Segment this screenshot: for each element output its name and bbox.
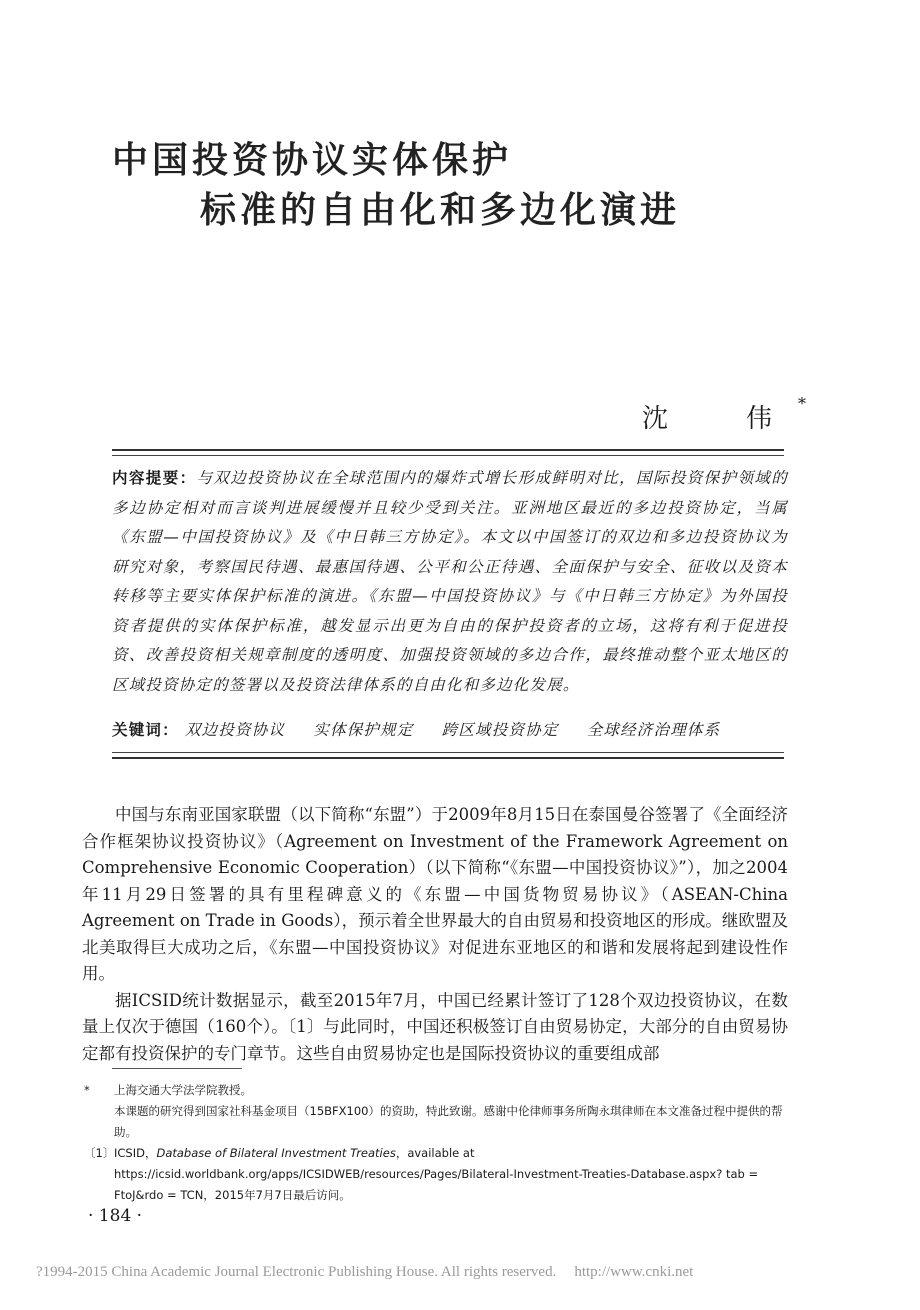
keyword-item: 实体保护规定: [313, 721, 414, 739]
watermark-copyright: ?1994-2015 China Academic Journal Electronic Publishing House. All rights reserved.: [36, 1264, 557, 1280]
abstract-label: 内容提要：: [112, 469, 197, 487]
footnote-author: [84, 1080, 796, 1143]
page-number: · 184 ·: [88, 1206, 143, 1226]
cnki-watermark: [36, 1264, 693, 1281]
keywords-label: 关键词：: [112, 721, 179, 739]
footnote-mark: *: [84, 1083, 90, 1097]
abstract-top-rule-thin: [112, 455, 784, 456]
footnote-1: [84, 1143, 796, 1206]
abstract-bottom-rule-thin: [112, 752, 784, 753]
author-footnote-mark: *: [798, 394, 807, 413]
abstract-bottom-rule: [112, 757, 784, 759]
keyword-item: 全球经济治理体系: [586, 721, 721, 739]
footnote-mark: 〔1〕: [84, 1146, 115, 1160]
watermark-url[interactable]: http://www.cnki.net: [574, 1264, 694, 1280]
abstract: [112, 464, 788, 700]
body-paragraph-2: 据ICSID统计数据显示，截至2015年7月，中国已经累计签订了128个双边投资协议，在数量上仅次于德国（160个）。〔1〕与此同时，中国还积极签订自由贸易协定，大部分的自由贸易协定都有投资保护的专门章节。这些自由贸易协定也是国际投资协议的重要组成部: [82, 990, 788, 1063]
footnote-author-affiliation: 上海交通大学法学院教授。: [114, 1083, 252, 1097]
keyword-item: 跨区域投资协定: [441, 721, 559, 739]
body-text: [82, 802, 788, 1067]
abstract-text: 与双边投资协议在全球范围内的爆炸式增长形成鲜明对比，国际投资保护领域的多边协定相对而言谈判进展缓慢并且较少受到关注。亚洲地区最近的多边投资协定，当属《东盟—中国投资协议》及《中日韩三方协定》。本文以中国签订的双边和多边投资协议为研究对象，考察国民待遇、最惠国待遇、公平和公正待遇、全面保护与安全、征收以及资本转移等主要实体保护标准的演进。《东盟—中国投资协议》与《中日韩三方协定》为外国投资者提供的实体保护标准，越发显示出更为自由的保护投资者的立场，这将有利于促进投资、改善投资相关规章制度的透明度、加强投资领域的多边合作，最终推动整个亚太地区的区域投资协定的签署以及投资法律体系的自由化和多边化发展。: [112, 469, 788, 694]
footnote-rule: [112, 1068, 242, 1069]
footnote-author-acknowledgement: 本课题的研究得到国家社科基金项目（15BFX100）的资助，特此致谢。感谢中伦律师事务所陶永琪律师在本文准备过程中提供的帮助。: [114, 1104, 783, 1139]
footnote-1-database-title: Database of Bilateral Investment Treaties: [156, 1146, 396, 1160]
footnote-1-link[interactable]: ，available at https://icsid.worldbank.org/apps/ICSIDWEB/resources/Pages/Bilateral-Investment-Treaties-Database.aspx? tab = FtoJ&rdo = TCN，2015年7月7日最后访问。: [114, 1146, 759, 1202]
body-paragraph-1: 中国与东南亚国家联盟（以下简称“东盟”）于2009年8月15日在泰国曼谷签署了《全面经济合作框架协议投资协议》（Agreement on Investment of the Framework Agreement on Comprehensive Economic Cooperation）（以下简称“《东盟—中国投资协议》”），加之2004年11月29日签署的具有里程碑意义的《东盟—中国货物贸易协议》（ASEAN-China Agreement on Trade in Goods），预示着全世界最大的自由贸易和投资地区的形成。继欧盟及北美取得巨大成功之后，《东盟—中国投资协议》对促进东亚地区的和谐和发展将起到建设性作用。: [82, 805, 788, 983]
footnote-1-source: ICSID，: [114, 1146, 157, 1160]
article-title-line-1: 中国投资协议实体保护: [112, 140, 513, 181]
abstract-top-rule: [112, 449, 784, 451]
author: [642, 394, 807, 435]
article-title-line-2: 标准的自由化和多边化演进: [200, 190, 681, 231]
author-name: 沈 伟: [642, 404, 799, 434]
footnotes: [84, 1080, 796, 1206]
keywords: [112, 718, 788, 740]
keyword-item: 双边投资协议: [184, 721, 286, 739]
